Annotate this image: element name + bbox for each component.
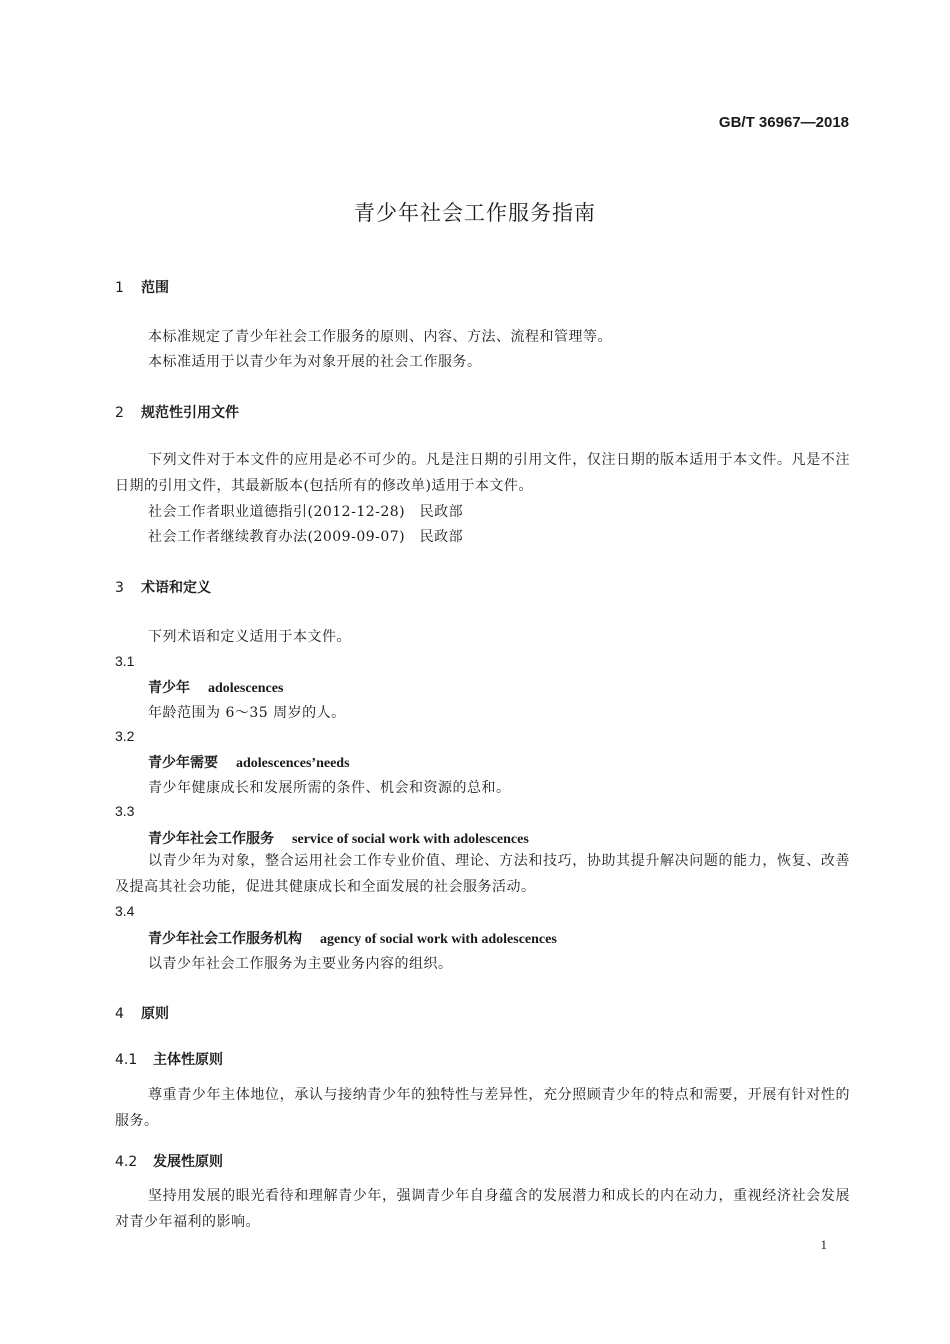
subsection-title: 主体性原则 xyxy=(153,1052,223,1068)
term-english: service of social work with adolescences xyxy=(292,832,529,847)
subsection-number: 4.2 xyxy=(115,1154,138,1170)
term-english: adolescences’needs xyxy=(236,756,350,771)
term-number: 3.1 xyxy=(115,653,135,669)
section-1-heading xyxy=(115,277,169,297)
subsection-number: 4.1 xyxy=(115,1052,138,1068)
term-entry xyxy=(148,677,283,697)
section-3-heading xyxy=(115,577,211,597)
section-title: 原则 xyxy=(141,1006,169,1022)
term-chinese: 青少年社会工作服务 xyxy=(148,831,274,847)
paragraph: 本标准适用于以青少年为对象开展的社会工作服务。 xyxy=(148,354,482,370)
term-number: 3.4 xyxy=(115,903,135,919)
subsection-title: 发展性原则 xyxy=(153,1154,223,1170)
paragraph: 尊重青少年主体地位，承认与接纳青少年的独特性与差异性，充分照顾青少年的特点和需要，开展有针对性的服务。 xyxy=(115,1087,850,1129)
term-definition: 以青少年社会工作服务为主要业务内容的组织。 xyxy=(148,956,453,972)
reference-item: 社会工作者职业道德指引(2012-12-28) 民政部 xyxy=(148,504,464,520)
term-chinese: 青少年社会工作服务机构 xyxy=(148,931,302,947)
section-number: 4 xyxy=(115,1006,124,1022)
section-title: 范围 xyxy=(141,280,169,296)
term-number: 3.3 xyxy=(115,803,135,819)
reference-item: 社会工作者继续教育办法(2009-09-07) 民政部 xyxy=(148,529,464,545)
term-chinese: 青少年 xyxy=(148,680,190,696)
term-definition: 青少年健康成长和发展所需的条件、机会和资源的总和。 xyxy=(148,780,511,796)
paragraph: 下列术语和定义适用于本文件。 xyxy=(148,629,351,645)
section-4-heading xyxy=(115,1003,169,1023)
subsection-4-2-heading xyxy=(115,1151,223,1171)
term-english: adolescences xyxy=(208,681,284,696)
term-entry xyxy=(148,752,350,772)
paragraph: 本标准规定了青少年社会工作服务的原则、内容、方法、流程和管理等。 xyxy=(148,329,612,345)
term-english: agency of social work with adolescences xyxy=(320,932,557,947)
standard-number: GB/T 36967—2018 xyxy=(718,114,849,131)
section-2-heading xyxy=(115,402,239,422)
page-number: 1 xyxy=(820,1237,827,1252)
term-entry xyxy=(148,828,529,848)
term-number: 3.2 xyxy=(115,728,135,744)
paragraph: 下列文件对于本文件的应用是必不可少的。凡是注日期的引用文件，仅注日期的版本适用于本文件。凡是不注日期的引用文件，其最新版本(包括所有的修改单)适用于本文件。 xyxy=(115,452,850,494)
term-definition: 以青少年为对象，整合运用社会工作专业价值、理论、方法和技巧，协助其提升解决问题的能力，恢复、改善及提高其社会功能，促进其健康成长和全面发展的社会服务活动。 xyxy=(115,853,850,895)
section-title: 规范性引用文件 xyxy=(141,405,239,421)
document-title: 青少年社会工作服务指南 xyxy=(354,201,596,225)
term-entry xyxy=(148,928,557,948)
section-number: 1 xyxy=(115,280,124,296)
term-definition: 年龄范围为 6～35 周岁的人。 xyxy=(148,705,346,721)
subsection-4-1-heading xyxy=(115,1049,223,1069)
section-title: 术语和定义 xyxy=(141,580,211,596)
term-chinese: 青少年需要 xyxy=(148,755,218,771)
section-number: 3 xyxy=(115,580,124,596)
paragraph: 坚持用发展的眼光看待和理解青少年，强调青少年自身蕴含的发展潜力和成长的内在动力，重视经济社会发展对青少年福利的影响。 xyxy=(115,1188,850,1230)
section-number: 2 xyxy=(115,405,124,421)
